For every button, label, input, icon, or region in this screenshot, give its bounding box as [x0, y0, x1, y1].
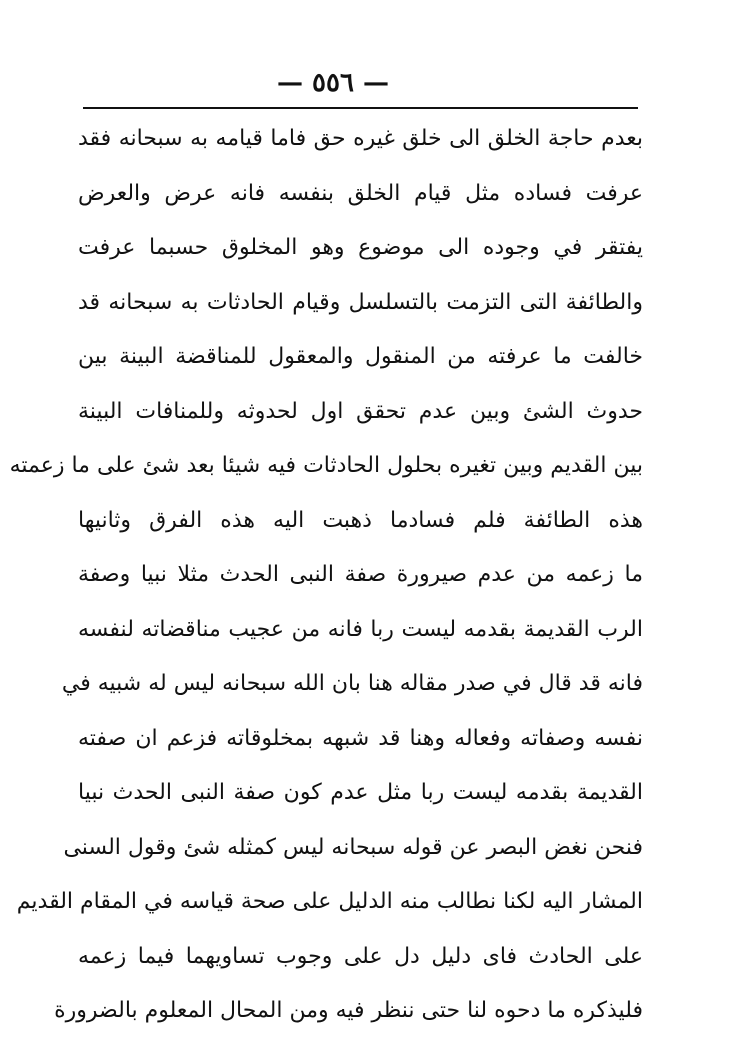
text-line: ما زعمه من عدم صيرورة صفة النبى الحدث مثلا نبيا وصفة	[78, 562, 643, 587]
text-line: الرب القديمة بقدمه ليست ربا فانه من عجيب مناقضاته لنفسه	[78, 616, 643, 642]
page-number: — ٥٥٦ —	[276, 68, 390, 98]
text-line: نفسه وصفاته وفعاله وهنا قد شبهه بمخلوقاته فزعم ان صفته	[78, 725, 643, 751]
header-divider	[83, 107, 638, 109]
text-line: بعدم حاجة الخلق الى خلق غيره حق فاما قيامه به سبحانه فقد	[78, 126, 643, 151]
text-line: يفتقر في وجوده الى موضوع وهو المخلوق حسبما عرفت	[78, 235, 643, 260]
text-line: حدوث الشئ وبين عدم تحقق اول لحدوثه وللمنافات البينة	[78, 398, 643, 424]
text-line: فنحن نغض البصر عن قوله سبحانه ليس كمثله شئ وقول السنى	[63, 834, 643, 860]
text-line: القديمة بقدمه ليست ربا مثل عدم كون صفة النبى الحدث نبيا	[78, 780, 643, 805]
text-line: المشار اليه لكنا نطالب منه الدليل على صحة قياسه في المقام القديم	[16, 889, 643, 914]
text-line: عرفت فساده مثل قيام الخلق بنفسه فانه عرض والعرض	[78, 180, 643, 206]
text-line: فليذكره ما دحوه لنا حتى ننظر فيه ومن المحال المعلوم بالضرورة	[54, 998, 643, 1023]
page-header	[0, 58, 744, 98]
body-text	[9, 112, 643, 1039]
text-line: خالفت ما عرفته من المنقول والمعقول للمناقضة البينة بين	[78, 344, 643, 369]
text-line: والطائفة التى التزمت بالتسلسل وقيام الحادثات به سبحانه قد	[78, 289, 643, 315]
text-line: على الحادث فاى دليل دل على وجوب تساويهما فيما زعمه	[78, 943, 643, 969]
text-line: بين القديم وبين تغيره بحلول الحادثات فيه شيئا بعد شئ على ما زعمته	[9, 453, 643, 478]
text-line: فانه قد قال في صدر مقاله هنا بان الله سبحانه ليس له شبيه في	[61, 671, 643, 696]
text-line: هذه الطائفة فلم فسادما ذهبت اليه هذه الفرق وثانيها	[78, 507, 643, 533]
